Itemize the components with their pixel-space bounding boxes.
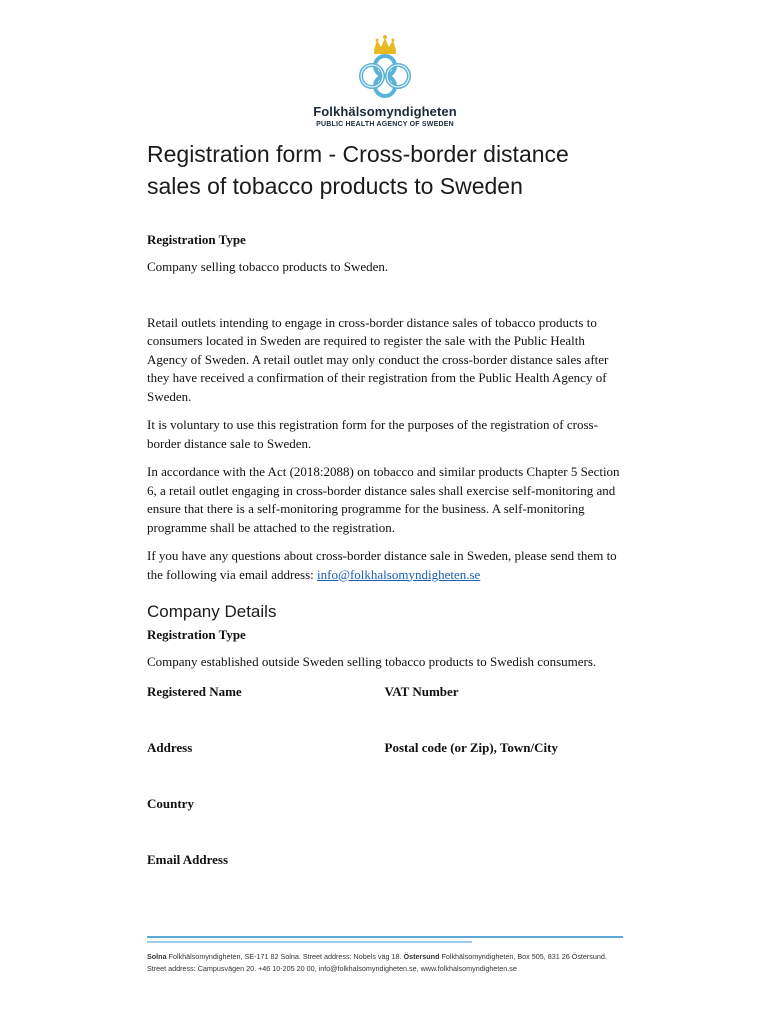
company-details-heading: Company Details [147,602,277,621]
contact-text: If you have any questions about cross-border distance sale in Sweden, please send them to the following via email address: [147,548,617,582]
registration-type-value: Company selling tobacco products to Sweden. [147,259,389,274]
footer-solna-text: Folkhälsomyndigheten, SE-171 82 Solna. Street address: Nobels väg 18. [166,952,404,961]
paragraph-registration-requirement: Retail outlets intending to engage in cross-border distance sales of tobacco products to consumers located in Sweden are required to register the sale with the Public Health Agency of Sweden. A retail outlet may only conduct the cross-border distance sales after they have received a confirmation of their registration from the Public Health Agency of Sweden. [147,314,609,404]
agency-logo [300,34,470,128]
company-registration-type-value: Company established outside Sweden selling tobacco products to Swedish consumers. [147,654,597,669]
footer-solna-label: Solna [147,952,167,961]
footer-ostersund-text: Folkhälsomyndigheten, Box 505, 831 26 Östersund. [439,952,607,961]
field-row-address-postal [147,740,622,796]
email-address-field-label: Email Address [147,851,229,867]
field-row-email [147,852,622,908]
footer-line-2: Street address: Campusvägen 20. +46 10-205 20 00, info@folkhalsomyndigheten.se, www.folkhalsomyndigheten.se [147,964,517,973]
paragraph-self-monitoring: In accordance with the Act (2018:2088) on tobacco and similar products Chapter 5 Section 6, a retail outlet engaging in cross-border distance sales shall exercise self-monitoring and ensure that there is a self-monitoring programme for the business. A self-monitoring programme shall be attached to the registration. [147,464,620,535]
footer-ostersund-label: Östersund [403,952,440,961]
document-body [147,138,622,908]
crown-knot-emblem-icon [350,34,420,100]
contact-email-link[interactable]: info@folkhalsomyndigheten.se [317,566,481,582]
field-row-country [147,796,622,852]
company-registration-type-label: Registration Type [147,627,246,642]
paragraph-contact [147,547,622,584]
vat-number-field-label: VAT Number [384,683,459,699]
footer-divider-dark [147,936,623,938]
paragraph-voluntary-form: It is voluntary to use this registration form for the purposes of the registration of cross-border distance sale to Sweden. [147,417,598,451]
country-field-label: Country [147,795,194,811]
field-row-name-vat [147,684,622,740]
address-field-label: Address [147,739,193,755]
logo-agency-name: Folkhälsomyndigheten [313,104,457,119]
postal-field-label: Postal code (or Zip), Town/City [384,739,558,755]
document-title: Registration form - Cross-border distance sales of tobacco products to Sweden [147,141,569,199]
registration-type-label: Registration Type [147,232,246,247]
footer-address [147,951,647,975]
logo-agency-subtitle: PUBLIC HEALTH AGENCY OF SWEDEN [316,121,454,128]
registered-name-field-label: Registered Name [147,683,242,699]
footer-line-1 [147,951,647,963]
footer-divider-light [147,941,472,943]
